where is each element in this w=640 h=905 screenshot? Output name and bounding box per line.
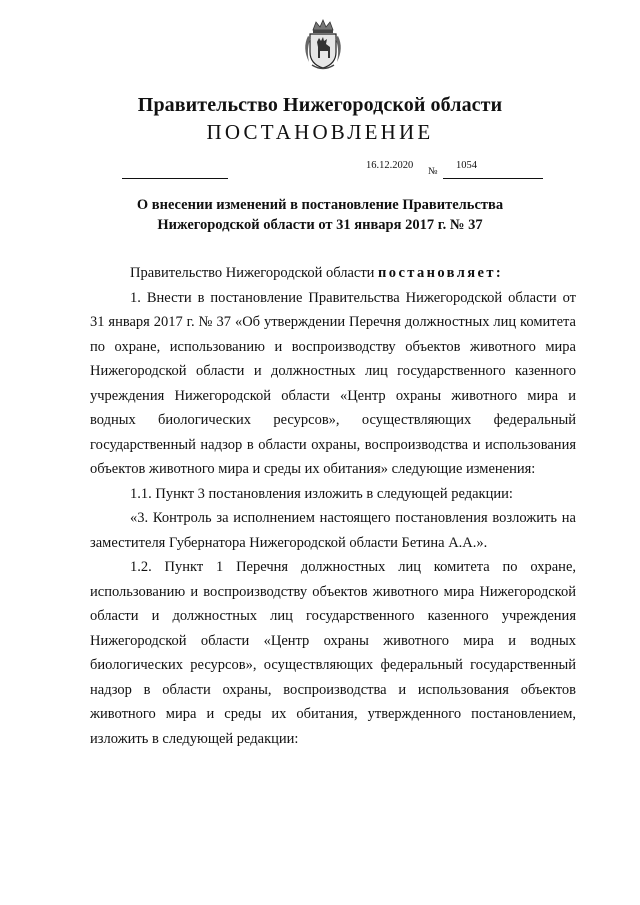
document-heading	[0, 195, 640, 235]
number-line	[443, 178, 543, 179]
preamble-intro: Правительство Нижегородской области	[130, 265, 379, 281]
signature-line-left	[122, 178, 228, 179]
heading-line-2: Нижегородской области от 31 января 2017 г. № 37	[157, 217, 483, 233]
paragraph-1-2: 1.2. Пункт 1 Перечня должностных лиц комитета по охране, использованию и воспроизводству объектов животного мира Нижегородской области и должностных лиц государственного казенного учреждения Нижегородской области «Центр охраны животного мира и водных биологических ресурсов», осуществляющих федеральный государственный надзор в области охраны, воспроизводства и использования объектов животного мира и среды их обитания, утвержденного постановлением, изложить в следующей редакции:	[90, 559, 576, 747]
heading-line-1: О внесении изменений в постановление Правительства	[136, 197, 504, 213]
preamble-verb: постановляет:	[378, 265, 504, 281]
document-number: 1054	[456, 160, 477, 171]
paragraph-quote-3: «3. Контроль за исполнением настоящего постановления возложить на заместителя Губернатора Нижегородской области Бетина А.А.».	[90, 510, 576, 551]
document-date: 16.12.2020	[366, 160, 414, 171]
number-sign: №	[428, 166, 438, 177]
preamble	[90, 261, 576, 286]
paragraph-1-1: 1.1. Пункт 3 постановления изложить в следующей редакции:	[130, 485, 513, 502]
nizhny-novgorod-coat-of-arms-icon	[302, 18, 344, 70]
document-type: ПОСТАНОВЛЕНИЕ	[206, 120, 434, 144]
paragraph-1: 1. Внести в постановление Правительства Нижегородской области от 31 января 2017 г. № 37 «Об утверждении Перечня должностных лиц комитета по охране, использованию и воспроизводству объектов животного мира Нижегородской области и должностных лиц государственного казенного учреждения Нижегородской области «Центр охраны животного мира и водных биологических ресурсов», осуществляющих федеральный государственный надзор в области охраны, воспроизводства и использования объектов животного мира и среды их обитания» следующие изменения:	[90, 289, 576, 477]
government-title: Правительство Нижегородской области	[137, 94, 503, 116]
document-body	[90, 261, 576, 751]
